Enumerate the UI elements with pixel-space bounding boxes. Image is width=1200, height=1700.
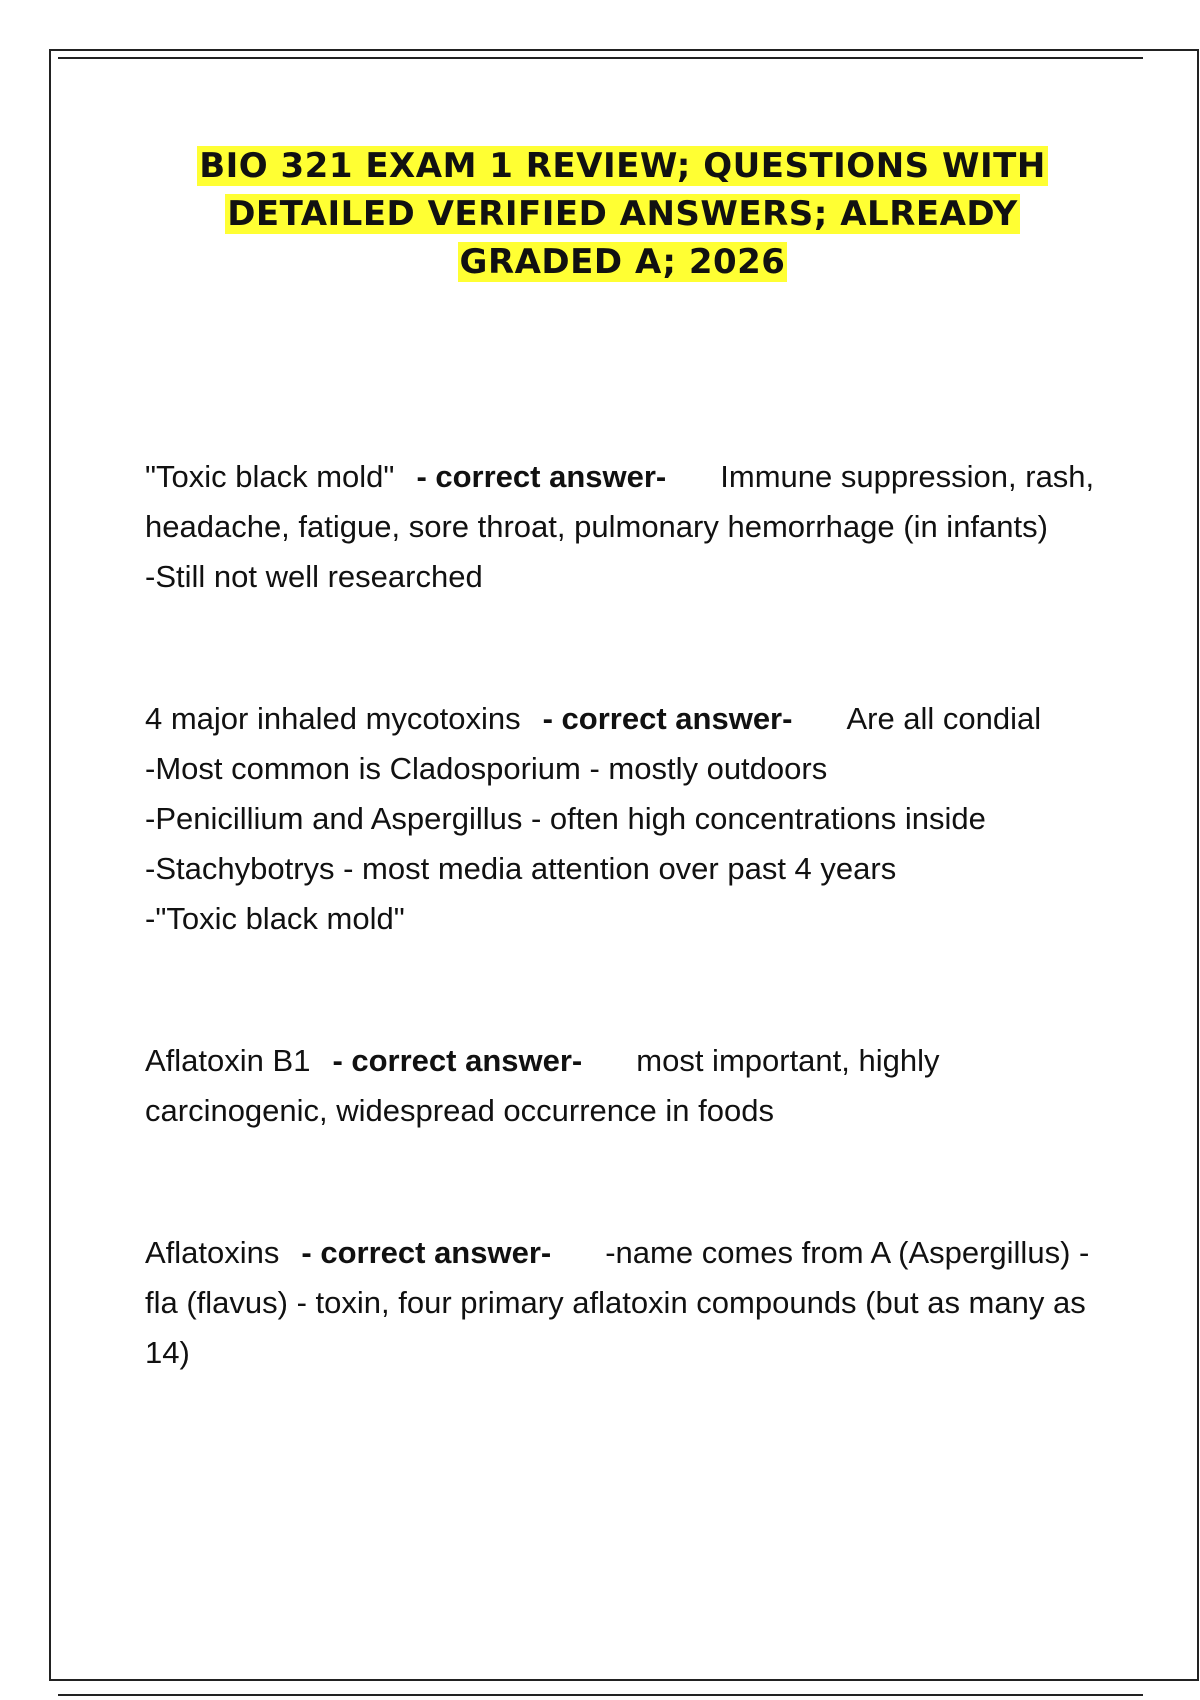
qa-note: -Stachybotrys - most media attention over past 4 years <box>145 851 897 886</box>
qa-entry <box>145 694 1105 944</box>
qa-answer: -name comes from A (Aspergillus) - fla (flavus) - toxin, four primary aflatoxin compounds (but as many as 14) <box>145 1235 1090 1370</box>
qa-note: -"Toxic black mold" <box>145 901 405 936</box>
qa-note: -Most common is Cladosporium - mostly outdoors <box>145 751 828 786</box>
document-title <box>140 142 1105 286</box>
correct-answer-label: - correct answer- <box>301 1235 552 1270</box>
qa-term: "Toxic black mold" <box>145 459 395 494</box>
qa-question <box>145 452 1105 552</box>
qa-note: -Still not well researched <box>145 559 483 594</box>
qa-answer: Immune suppression, rash, headache, fatigue, sore throat, pulmonary hemorrhage (in infants) <box>145 459 1095 544</box>
correct-answer-label: - correct answer- <box>416 459 667 494</box>
correct-answer-label: - correct answer- <box>332 1043 583 1078</box>
title-text: BIO 321 EXAM 1 REVIEW; QUESTIONS WITH DETAILED VERIFIED ANSWERS; ALREADY GRADED A; 2026 <box>199 146 1046 282</box>
qa-content <box>145 452 1105 1378</box>
qa-question <box>145 694 1105 744</box>
bottom-rule <box>58 1694 1143 1696</box>
top-rule <box>58 57 1143 59</box>
qa-question <box>145 1228 1105 1378</box>
qa-note: -Penicillium and Aspergillus - often high concentrations inside <box>145 801 986 836</box>
qa-entry <box>145 452 1105 602</box>
qa-entry <box>145 1228 1105 1378</box>
qa-entry <box>145 1036 1105 1136</box>
qa-answer: most important, highly carcinogenic, widespread occurrence in foods <box>145 1043 940 1128</box>
qa-question <box>145 1036 1105 1136</box>
qa-term: Aflatoxin B1 <box>145 1043 311 1078</box>
correct-answer-label: - correct answer- <box>542 701 793 736</box>
qa-term: 4 major inhaled mycotoxins <box>145 701 521 736</box>
qa-answer: Are all condial <box>846 701 1042 736</box>
qa-term: Aflatoxins <box>145 1235 280 1270</box>
